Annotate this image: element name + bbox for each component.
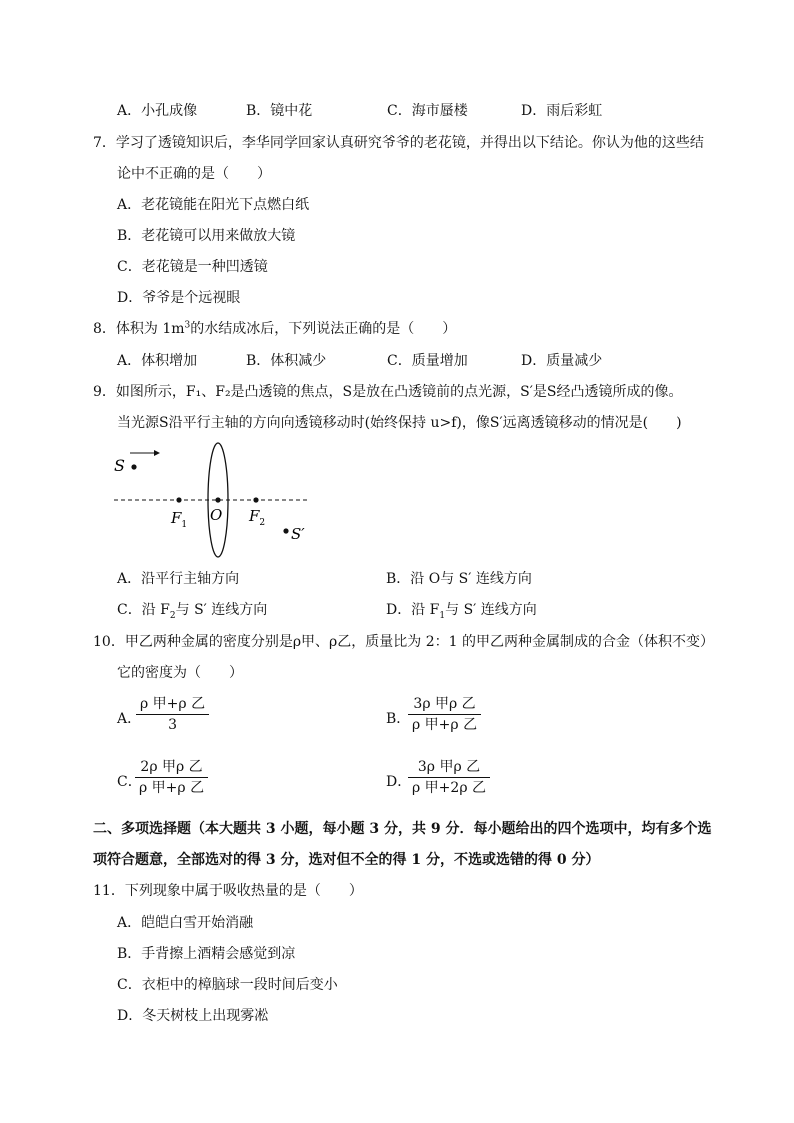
fraction-denominator: ρ 甲+2ρ 乙 [412, 780, 486, 796]
q9-option-a: A．沿平行主轴方向 [117, 571, 240, 587]
optical-center-point [215, 497, 220, 502]
q9-option-c-post: 与 S′ 连线方向 [175, 602, 268, 618]
q10-option-d-fraction [408, 757, 490, 798]
source-point [131, 464, 136, 469]
fraction-numerator: ρ 甲+ρ 乙 [140, 696, 206, 712]
q10-option-b-label: B． [386, 711, 411, 727]
q7-option-a: A．老花镜能在阳光下点燃白纸 [117, 197, 310, 213]
q7-option-d: D．爷爷是个远视眼 [117, 290, 241, 306]
q9-option-d-pre: D．沿 F [386, 602, 440, 618]
q9-option-c [117, 601, 267, 619]
label-f1 [170, 509, 187, 530]
q9-option-d-post: 与 S′ 连线方向 [445, 602, 537, 618]
label-f2-sub: 2 [259, 518, 266, 528]
label-s-prime: S′ [291, 525, 305, 543]
q10-option-c-fraction [135, 757, 208, 798]
q10-stem-line1: 10．甲乙两种金属的密度分别是ρ甲、ρ乙，质量比为 2：1 的甲乙两种金属制成的合金（体积不变） [93, 634, 714, 650]
section2-heading-line1: 二、多项选择题（本大题共 3 小题，每小题 3 分，共 9 分．每小题给出的四个选项中，均有多个选 [93, 821, 712, 837]
fraction-denominator: ρ 甲+ρ 乙 [412, 717, 478, 733]
q8-option-a: A．体积增加 [117, 353, 198, 369]
lens-diagram [110, 440, 320, 560]
image-point [283, 528, 288, 533]
q9-option-c-pre: C．沿 F [117, 602, 170, 618]
fraction-denominator: ρ 甲+ρ 乙 [139, 780, 205, 796]
fraction-numerator: 3ρ 甲ρ 乙 [417, 759, 481, 775]
q6-option-c: C．海市蜃楼 [387, 103, 468, 119]
q8-stem [93, 320, 456, 338]
q6-option-d: D．雨后彩虹 [521, 103, 603, 119]
q11-option-b: B．手背擦上酒精会感觉到凉 [117, 946, 296, 962]
label-f2-main: F [249, 507, 260, 525]
label-f1-main: F [171, 509, 182, 527]
q10-option-a-label: A． [117, 711, 142, 727]
q9-option-b: B．沿 O与 S′ 连线方向 [386, 571, 532, 587]
q10-option-c-label: C． [117, 774, 142, 790]
q10-option-b-fraction [408, 694, 481, 735]
q8-stem-pre: 8．体积为 1m [93, 321, 185, 337]
section2-heading-line2: 项符合题意，全部选对的得 3 分，选对但不全的得 1 分，不选或选错的得 0 分） [93, 852, 600, 868]
q7-option-c: C．老花镜是一种凹透镜 [117, 259, 268, 275]
arrow-head-icon [154, 450, 160, 456]
q11-stem: 11．下列现象中属于吸收热量的是（ ） [93, 883, 363, 899]
label-f2 [248, 507, 265, 528]
q11-option-d: D．冬天树枝上出现雾凇 [117, 1008, 269, 1024]
q11-option-a: A．皑皑白雪开始消融 [117, 915, 254, 931]
q8-stem-post: 的水结成冰后，下列说法正确的是（ ） [190, 321, 457, 337]
fraction-numerator: 3ρ 甲ρ 乙 [413, 696, 476, 712]
q8-stem-sup: 3 [184, 320, 191, 331]
q7-stem-line1: 7．学习了透镜知识后，李华同学回家认真研究爷爷的老花镜，并得出以下结论。你认为他的这些结 [93, 135, 704, 151]
q8-option-c: C．质量增加 [387, 353, 468, 369]
q10-stem-line2: 它的密度为（ ） [117, 665, 243, 681]
fraction-denominator: 3 [168, 717, 177, 733]
label-f1-sub: 1 [181, 520, 188, 530]
q8-option-b: B．体积减少 [246, 353, 327, 369]
label-o: O [210, 506, 223, 524]
q7-stem-line2: 论中不正确的是（ ） [117, 166, 271, 182]
q6-option-b: B．镜中花 [246, 103, 313, 119]
focus-f1-point [176, 497, 181, 502]
q10-option-a-fraction [136, 694, 209, 735]
focus-f2-point [253, 497, 258, 502]
q9-option-d [386, 601, 537, 619]
q9-option-d-sub: 1 [439, 610, 446, 621]
fraction-numerator: 2ρ 甲ρ 乙 [140, 759, 203, 775]
q10-option-d-label: D． [386, 774, 412, 790]
label-s: S [114, 456, 125, 475]
q11-option-c: C．衣柜中的樟脑球一段时间后变小 [117, 977, 338, 993]
q6-option-a: A．小孔成像 [117, 103, 198, 119]
q9-option-c-sub: 2 [169, 610, 176, 621]
q9-stem-line1: 9．如图所示，F₁、F₂是凸透镜的焦点，S是放在凸透镜前的点光源，S′是S经凸透镜所成的像。 [93, 384, 683, 400]
q9-stem-line2: 当光源S沿平行主轴的方向向透镜移动时(始终保持 u>f)，像S′远离透镜移动的情况是( ) [117, 415, 682, 431]
q8-option-d: D．质量减少 [521, 353, 603, 369]
q7-option-b: B．老花镜可以用来做放大镜 [117, 228, 296, 244]
